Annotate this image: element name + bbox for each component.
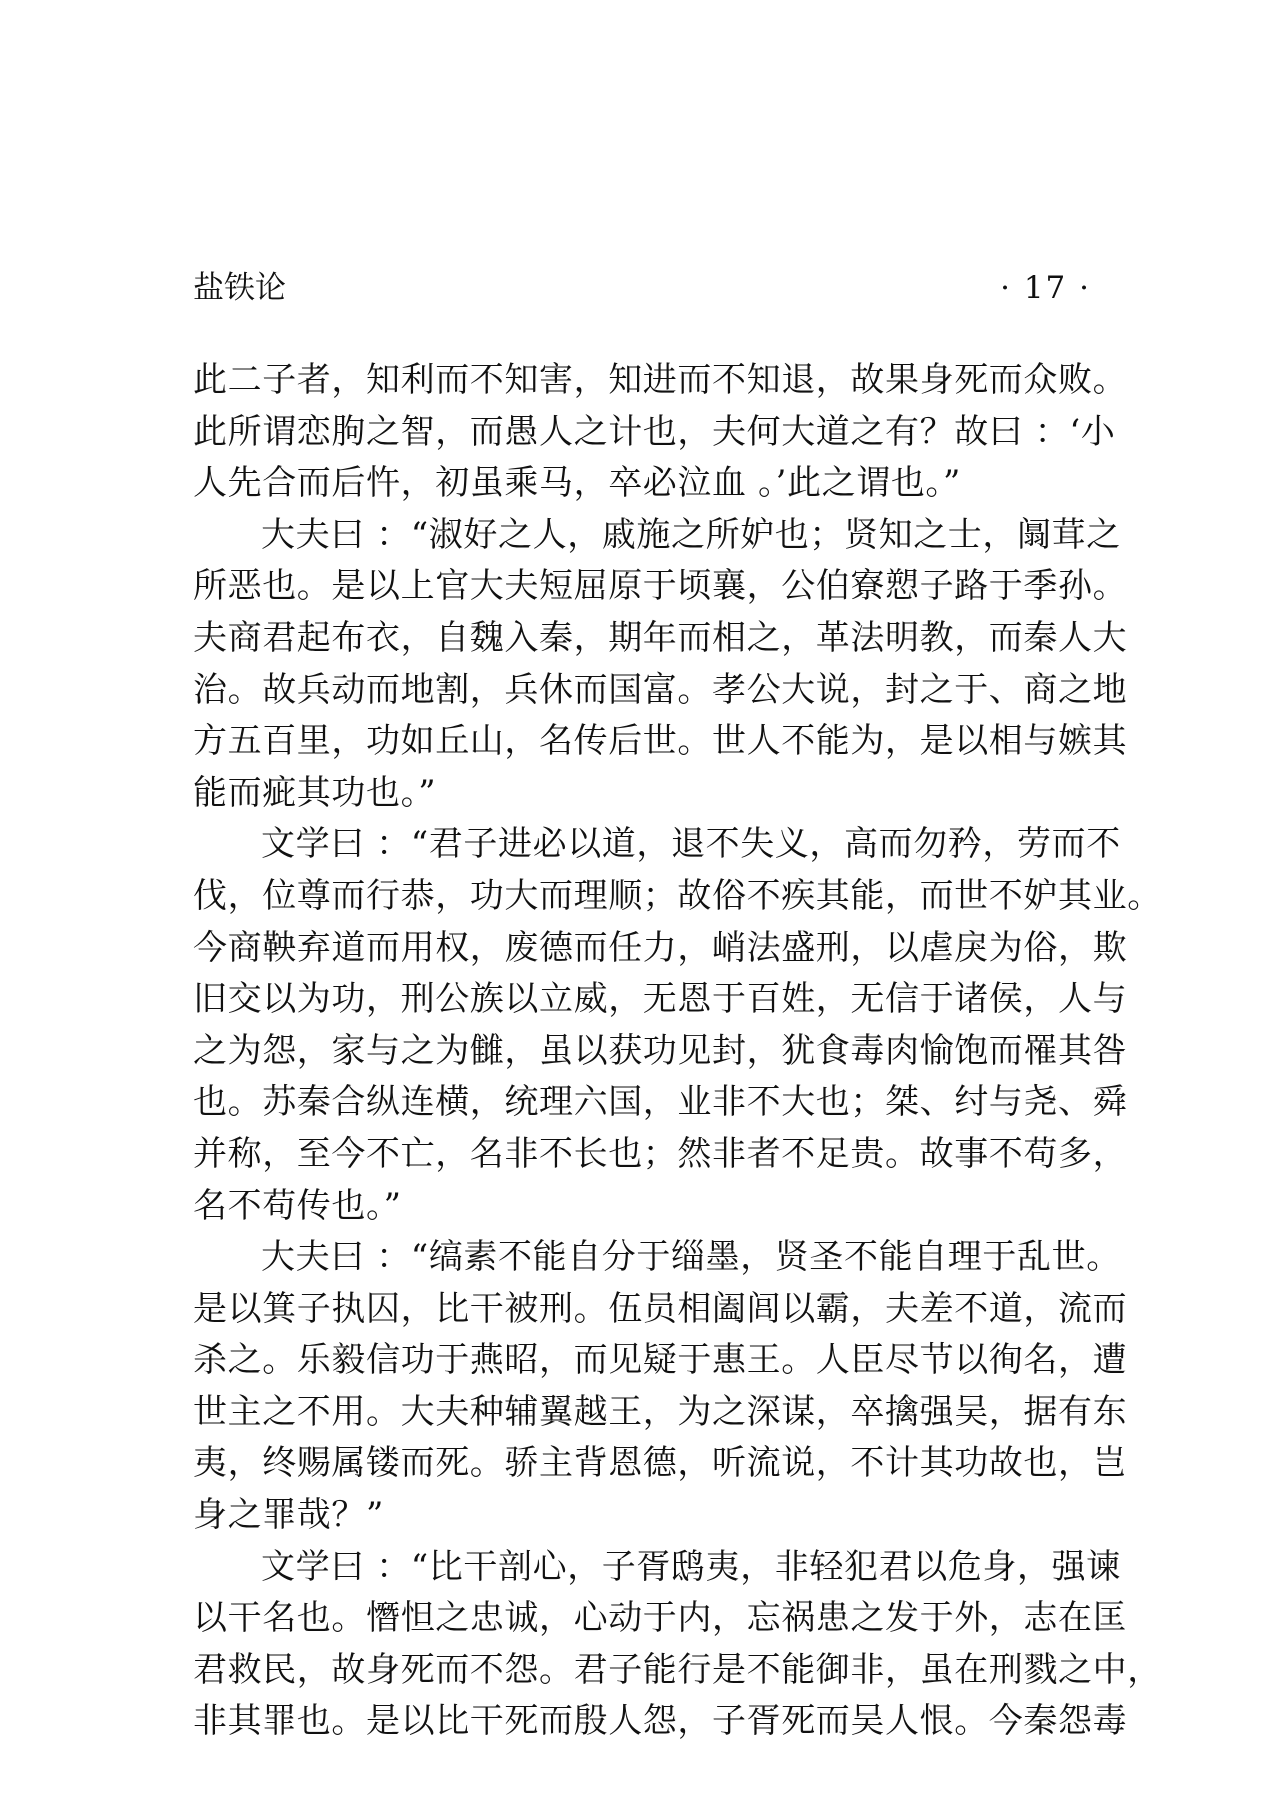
text-line: 文学曰 ：“比干剖心，子胥鸱夷，非轻犯君以危身，强谏 — [261, 1546, 1121, 1587]
text-line: 大夫曰 ：“淑好之人，戚施之所妒也；贤知之士，阘茸之 — [261, 514, 1121, 555]
text-line: 名不苟传也。” — [193, 1185, 402, 1226]
text-line: 之为怨，家与之为雠，虽以获功见封，犹食毒肉愉饱而罹其咎 — [193, 1030, 1128, 1071]
text-line: 方五百里，功如丘山，名传后世。世人不能为，是以相与嫉其 — [193, 721, 1128, 762]
text-line: 夫商君起布衣，自魏入秦，期年而相之，革法明教，而秦人大 — [193, 617, 1128, 658]
body-text — [193, 355, 1162, 1748]
text-line: 非其罪也。是以比干死而殷人怨，子胥死而吴人恨。今秦怨毒 — [193, 1701, 1128, 1742]
text-line: 人先合而后忤，初虽乘马，卒必泣血 。’此之谓也。” — [193, 463, 961, 504]
text-line: 此所谓恋朐之智，而愚人之计也，夫何大道之有？故曰 ：‘小 — [193, 411, 1116, 452]
text-line: 杀之。乐毅信功于燕昭，而见疑于惠王。人臣尽节以徇名，遭 — [193, 1340, 1128, 1381]
text-line: 也。苏秦合纵连横，统理六国，业非不大也；桀、纣与尧、舜 — [193, 1082, 1128, 1123]
text-line: 今商鞅弃道而用权，废德而任力，峭法盛刑，以虐戾为俗，欺 — [193, 927, 1128, 968]
text-line: 伐，位尊而行恭，功大而理顺；故俗不疾其能，而世不妒其业。 — [193, 875, 1162, 916]
text-line: 治。故兵动而地割，兵休而国富。孝公大说，封之于、商之地 — [193, 669, 1128, 710]
page-number: · 17 · — [1000, 270, 1091, 306]
text-line: 能而疵其功也。” — [193, 772, 437, 813]
text-line: 此二子者，知利而不知害，知进而不知退，故果身死而众败。 — [193, 360, 1128, 400]
text-line: 夷，终赐属镂而死。骄主背恩德，听流说，不计其功故也，岂 — [193, 1443, 1128, 1484]
text-line: 以干名也。憯怛之忠诚，心动于内，忘祸患之发于外，志在匡 — [193, 1598, 1128, 1639]
text-line: 世主之不用。大夫种辅翼越王，为之深谋，卒擒强吴，据有东 — [193, 1391, 1128, 1432]
book-title: 盐铁论 — [193, 270, 286, 306]
text-line: 大夫曰 ：“缟素不能自分于缁墨，贤圣不能自理于乱世。 — [261, 1237, 1121, 1278]
text-line: 旧交以为功，刑公族以立威，无恩于百姓，无信于诸侯，人与 — [193, 979, 1128, 1020]
text-line: 君救民，故身死而不怨。君子能行是不能御非，虽在刑戮之中， — [193, 1649, 1162, 1690]
text-line: 并称，至今不亡，名非不长也；然非者不足贵。故事不苟多， — [193, 1133, 1128, 1174]
text-line: 文学曰 ：“君子进必以道，退不失义，高而勿矜，劳而不 — [261, 824, 1121, 865]
running-header — [193, 268, 1091, 308]
text-line: 身之罪哉？” — [193, 1495, 384, 1536]
text-line: 是以箕子执囚，比干被刑。伍员相阖闾以霸，夫差不道，流而 — [193, 1288, 1128, 1329]
text-line: 所恶也。是以上官大夫短屈原于顷襄，公伯寮愬子路于季孙。 — [193, 566, 1128, 607]
